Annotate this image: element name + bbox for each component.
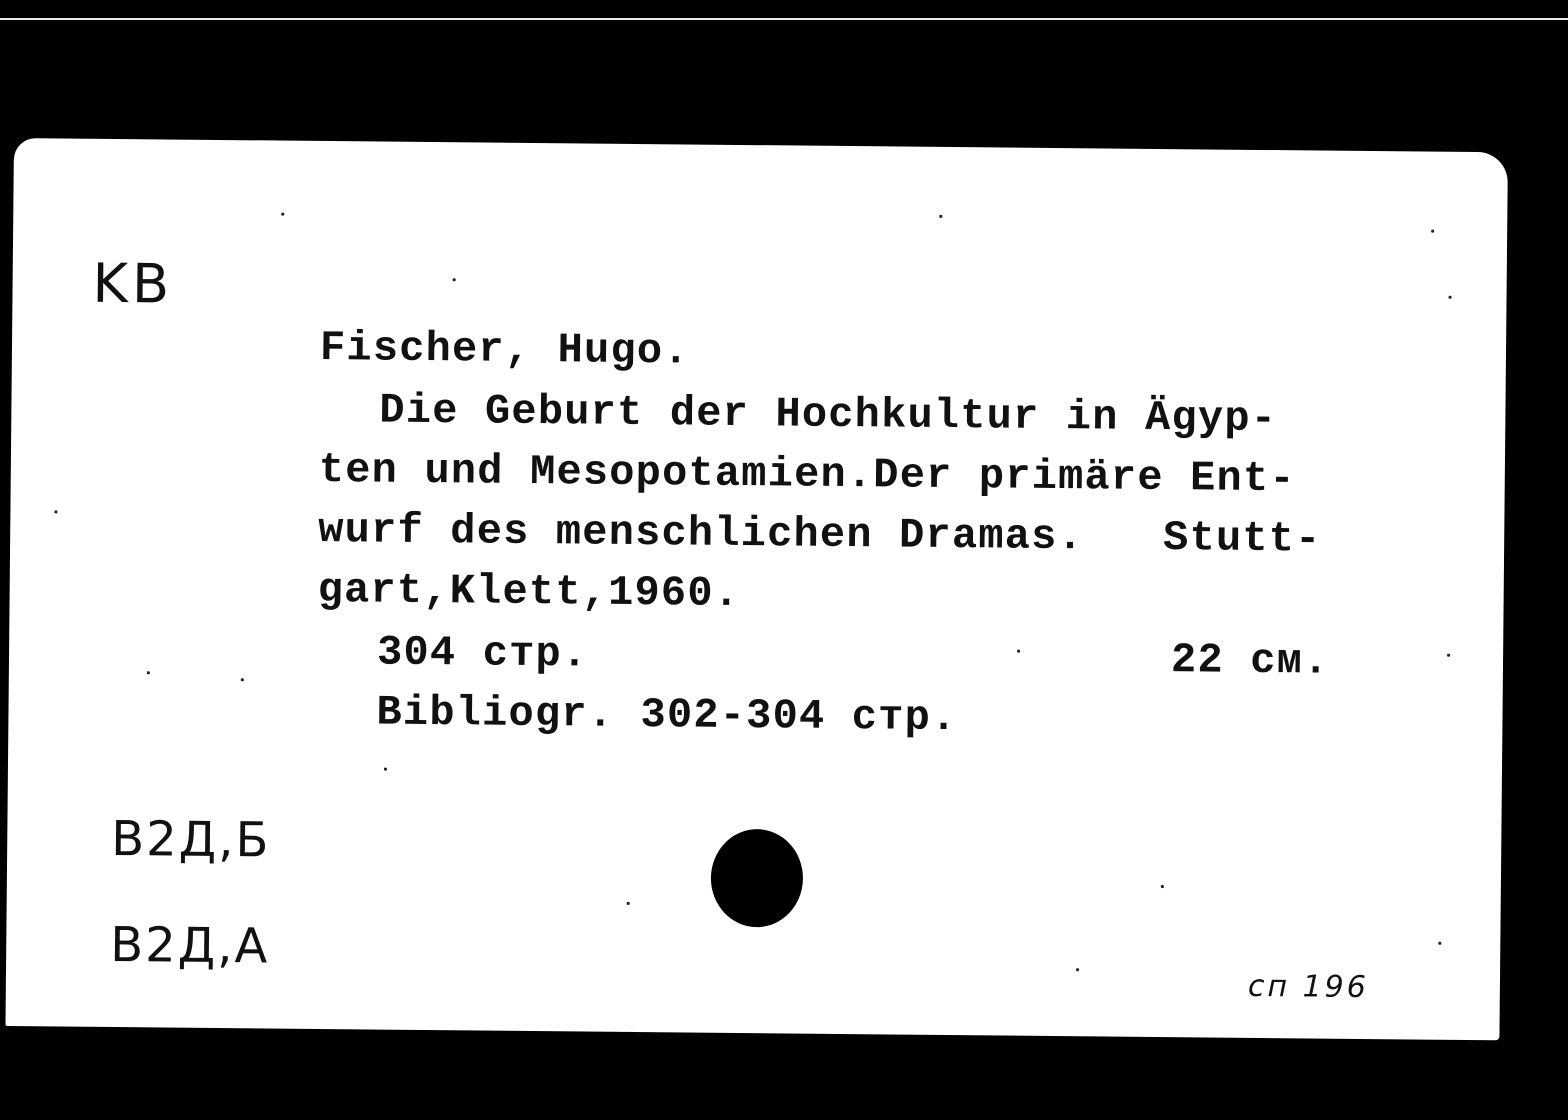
scan-edge-line <box>0 18 1568 20</box>
catalog-card <box>5 138 1507 1040</box>
speck <box>453 278 456 281</box>
punch-hole <box>710 829 803 928</box>
title-line-4: gart,Klett,1960. <box>317 565 741 618</box>
speck <box>241 678 244 681</box>
bibliography-note: Bibliogr. 302-304 стр. <box>376 688 958 743</box>
speck <box>627 902 630 905</box>
title-line-3: wurf des menschlichen Dramas. Stutt- <box>318 505 1322 564</box>
class-code-2: В2Д,А <box>109 916 270 975</box>
class-code-1: В2Д,Б <box>111 810 271 869</box>
location-mark: KB <box>92 251 174 316</box>
speck <box>1438 942 1441 945</box>
inventory-note: сп 196 <box>1247 968 1369 1006</box>
speck <box>1076 968 1079 971</box>
title-line-2: ten und Mesopotamien.Der primäre Ent- <box>318 445 1296 504</box>
speck <box>1017 650 1020 653</box>
author-heading: Fischer, Hugo. <box>319 323 690 376</box>
speck <box>384 768 387 771</box>
speck <box>1431 230 1434 233</box>
speck <box>1447 654 1450 657</box>
speck <box>1449 296 1452 299</box>
speck <box>1161 885 1164 888</box>
title-line-1: Die Geburt der Hochkultur in Ägyp- <box>379 386 1278 444</box>
speck <box>54 510 57 513</box>
pages: 304 стр. <box>376 628 589 679</box>
speck <box>147 671 150 674</box>
speck <box>281 213 284 216</box>
speck <box>939 215 942 218</box>
size: 22 см. <box>1170 636 1330 686</box>
